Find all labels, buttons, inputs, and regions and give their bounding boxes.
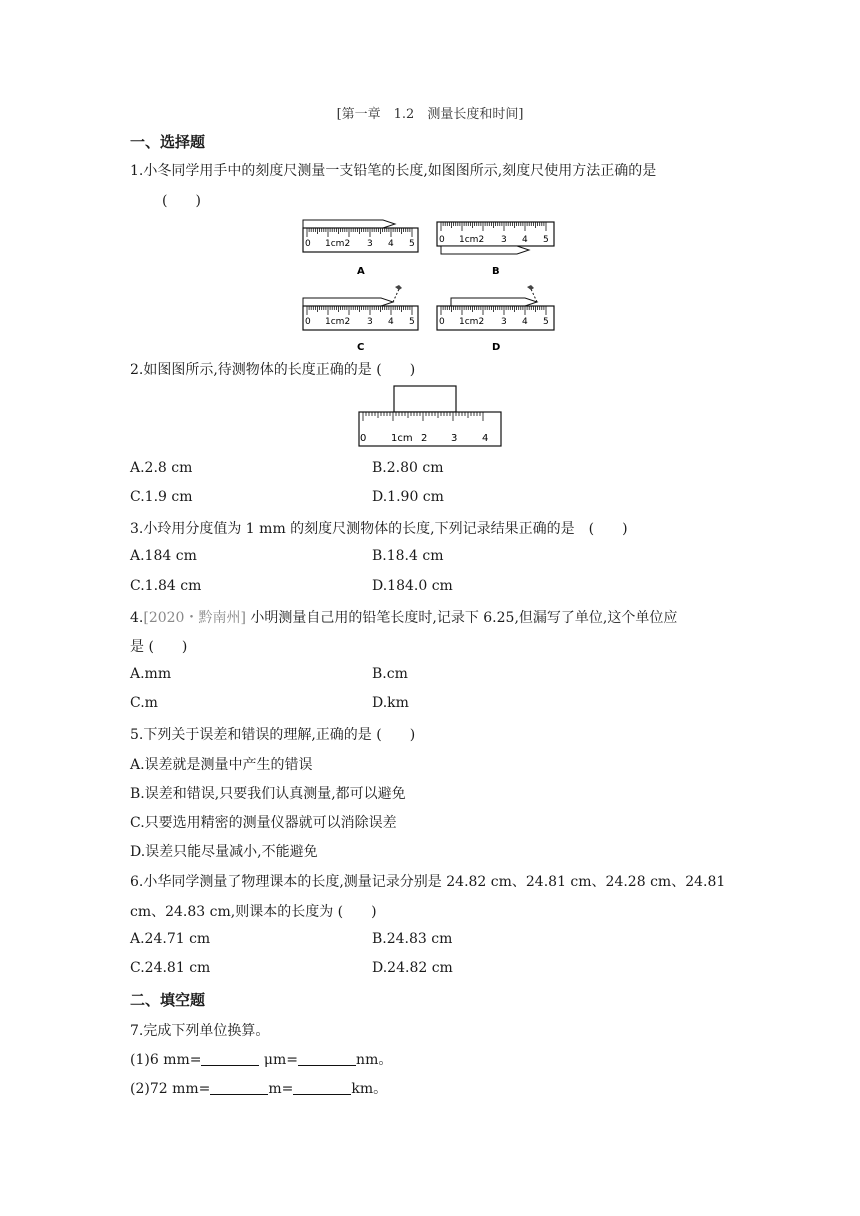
q5-option-a: A.误差就是测量中产生的错误	[130, 757, 313, 773]
q3-option-a: A.184 cm	[130, 548, 197, 564]
ruler-c-tick-3: 3	[367, 317, 373, 327]
ruler-b-tick-1: 1cm2	[459, 235, 485, 245]
q4-stem	[130, 607, 677, 627]
q7-part1-suffix: nm。	[356, 1052, 393, 1068]
ruler-diagram-b	[437, 222, 554, 277]
q6-stem-line2: cm、24.83 cm,则课本的长度为 ( )	[130, 904, 377, 920]
q2-ruler-figure	[356, 384, 506, 450]
label-d: D	[492, 342, 501, 352]
ruler-d-tick-5: 5	[543, 317, 549, 327]
q6-option-a: A.24.71 cm	[130, 931, 211, 947]
q1-ruler-figure	[300, 212, 562, 352]
q4-option-c: C.m	[130, 695, 158, 711]
q7-blank-1[interactable]	[201, 1051, 259, 1066]
ruler-a-tick-4: 4	[388, 239, 394, 249]
q5-option-b: B.误差和错误,只要我们认真测量,都可以避免	[130, 786, 406, 802]
q2-stem: 2.如图图所示,待测物体的长度正确的是 ( )	[130, 362, 416, 378]
ruler-q2-tick-3: 3	[451, 433, 458, 444]
q2-option-d: D.1.90 cm	[372, 489, 444, 505]
q2-option-c: C.1.9 cm	[130, 489, 193, 505]
q6-option-b: B.24.83 cm	[372, 931, 453, 947]
q2-option-a: A.2.8 cm	[130, 460, 193, 476]
q7-part1-prefix: (1)6 mm=	[130, 1052, 202, 1068]
ruler-d-tick-4: 4	[522, 317, 528, 327]
q6-stem: 6.小华同学测量了物理课本的长度,测量记录分别是 24.82 cm、24.81 cm、24.28 cm、24.81	[130, 874, 726, 890]
q4-option-b: B.cm	[372, 666, 408, 682]
ruler-a-tick-5: 5	[409, 239, 415, 249]
label-c: C	[357, 342, 365, 352]
label-a: A	[357, 266, 365, 277]
ruler-a-tick-0: 0	[305, 239, 311, 249]
q7-part1	[130, 1049, 392, 1069]
q6-option-c: C.24.81 cm	[130, 960, 211, 976]
q4-number: 4.	[130, 610, 144, 626]
ruler-c-tick-1: 1cm2	[325, 317, 351, 327]
ruler-b-tick-0: 0	[439, 235, 445, 245]
q7-blank-2[interactable]	[298, 1051, 356, 1066]
q5-option-c: C.只要选用精密的测量仪器就可以消除误差	[130, 815, 397, 831]
ruler-b-tick-4: 4	[522, 235, 528, 245]
q3-option-b: B.18.4 cm	[372, 548, 444, 564]
ruler-diagram-d	[437, 285, 554, 352]
q7-part2-prefix: (2)72 mm=	[130, 1081, 211, 1097]
q4-option-d: D.km	[372, 695, 409, 711]
q1-answer-paren: ( )	[162, 193, 201, 209]
q5-stem: 5.下列关于误差和错误的理解,正确的是 ( )	[130, 727, 416, 743]
ruler-b-tick-3: 3	[501, 235, 507, 245]
section-heading-choice: 一、选择题	[130, 133, 206, 151]
ruler-d-tick-3: 3	[501, 317, 507, 327]
ruler-q2-tick-1: 1cm	[391, 433, 413, 444]
q4-stem-line2: 是 ( )	[130, 639, 188, 655]
ruler-c-tick-5: 5	[409, 317, 415, 327]
ruler-d-tick-0: 0	[439, 317, 445, 327]
ruler-a-tick-1: 1cm2	[325, 239, 351, 249]
ruler-a-tick-3: 3	[367, 239, 373, 249]
ruler-d-tick-1: 1cm2	[459, 317, 485, 327]
q2-option-b: B.2.80 cm	[372, 460, 444, 476]
ruler-b-tick-5: 5	[543, 235, 549, 245]
ruler-c-tick-0: 0	[305, 317, 311, 327]
q3-option-d: D.184.0 cm	[372, 578, 453, 594]
q7-stem: 7.完成下列单位换算。	[130, 1023, 270, 1039]
chapter-header: [第一章 1.2 测量长度和时间]	[336, 107, 524, 122]
ruler-q2-tick-2: 2	[421, 433, 428, 444]
q5-option-d: D.误差只能尽量减小,不能避免	[130, 844, 318, 860]
ruler-diagram-a	[303, 220, 418, 277]
q1-stem: 1.小冬同学用手中的刻度尺测量一支铅笔的长度,如图图所示,刻度尺使用方法正确的是	[130, 163, 657, 179]
q7-part2-mid: m=	[268, 1081, 294, 1097]
label-b: B	[492, 266, 500, 277]
section-heading-fill: 二、填空题	[130, 991, 206, 1009]
ruler-q2-tick-4: 4	[482, 433, 489, 444]
q7-part2	[130, 1078, 387, 1098]
ruler-c-tick-4: 4	[388, 317, 394, 327]
ruler-q2-tick-0: 0	[360, 433, 367, 444]
q7-blank-3[interactable]	[210, 1080, 268, 1095]
q3-stem: 3.小玲用分度值为 1 mm 的刻度尺测物体的长度,下列记录结果正确的是 ( )	[130, 521, 628, 537]
ruler-diagram-c	[303, 285, 418, 352]
q6-option-d: D.24.82 cm	[372, 960, 453, 976]
q4-source-tag: [2020・黔南州]	[143, 610, 246, 626]
q4-stem-text: 小明测量自己用的铅笔长度时,记录下 6.25,但漏写了单位,这个单位应	[245, 610, 678, 626]
q3-option-c: C.1.84 cm	[130, 578, 202, 594]
q4-option-a: A.mm	[130, 666, 172, 682]
q7-part1-mid: μm=	[259, 1052, 299, 1068]
q7-part2-suffix: km。	[351, 1081, 388, 1097]
q7-blank-4[interactable]	[293, 1080, 351, 1095]
